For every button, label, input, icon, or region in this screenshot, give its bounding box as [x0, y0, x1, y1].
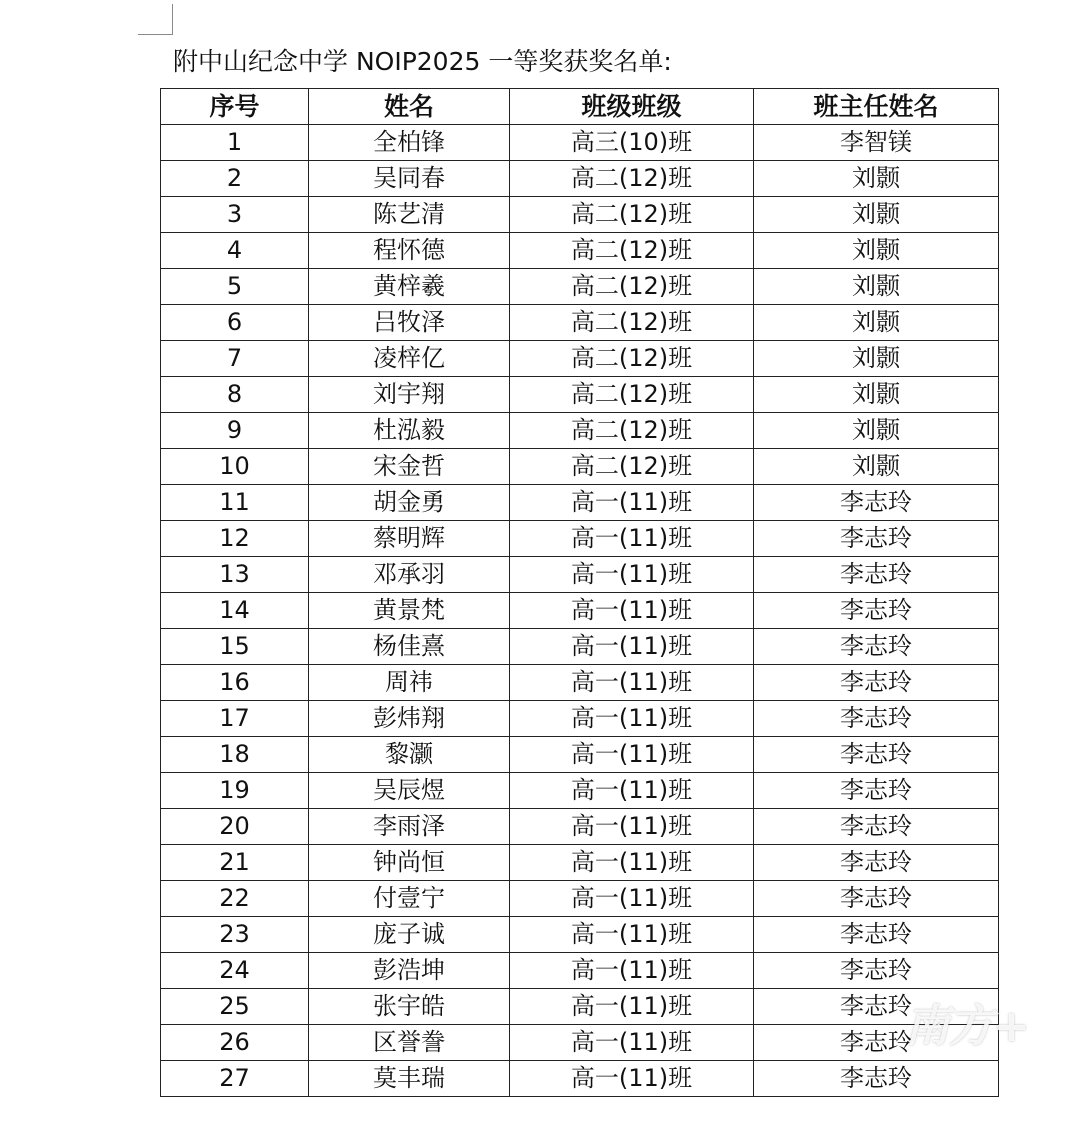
cell-number: 10	[161, 449, 309, 485]
cell-number: 4	[161, 233, 309, 269]
cell-teacher: 李志玲	[754, 701, 999, 737]
cell-number: 25	[161, 989, 309, 1025]
document-title: 附中山纪念中学 NOIP2025 一等奖获奖名单:	[173, 47, 672, 76]
cell-number: 17	[161, 701, 309, 737]
cell-class: 高一(11)班	[510, 1025, 754, 1061]
cell-teacher: 李志玲	[754, 989, 999, 1025]
table-row	[161, 125, 999, 161]
cell-name: 吴同春	[309, 161, 510, 197]
cell-name: 程怀德	[309, 233, 510, 269]
cell-name: 蔡明辉	[309, 521, 510, 557]
cell-name: 彭浩坤	[309, 953, 510, 989]
header-number: 序号	[161, 89, 309, 125]
cell-class: 高二(12)班	[510, 233, 754, 269]
cell-name: 杜泓毅	[309, 413, 510, 449]
cell-name: 黄景梵	[309, 593, 510, 629]
cell-teacher: 李志玲	[754, 773, 999, 809]
cell-name: 凌梓亿	[309, 341, 510, 377]
cell-class: 高一(11)班	[510, 521, 754, 557]
cell-class: 高二(12)班	[510, 449, 754, 485]
table-row	[161, 773, 999, 809]
table-row	[161, 233, 999, 269]
cell-number: 1	[161, 125, 309, 161]
cell-teacher: 李志玲	[754, 809, 999, 845]
table-row	[161, 845, 999, 881]
cell-number: 15	[161, 629, 309, 665]
cell-number: 23	[161, 917, 309, 953]
cell-number: 14	[161, 593, 309, 629]
table-row	[161, 953, 999, 989]
cell-teacher: 刘颢	[754, 269, 999, 305]
table-row	[161, 989, 999, 1025]
cell-teacher: 李志玲	[754, 881, 999, 917]
table-row	[161, 809, 999, 845]
cell-number: 22	[161, 881, 309, 917]
table-row	[161, 665, 999, 701]
cell-name: 付壹宁	[309, 881, 510, 917]
table-row	[161, 269, 999, 305]
cell-name: 张宇皓	[309, 989, 510, 1025]
cell-class: 高一(11)班	[510, 593, 754, 629]
cell-teacher: 李志玲	[754, 917, 999, 953]
cell-name: 黄梓羲	[309, 269, 510, 305]
cell-teacher: 刘颢	[754, 341, 999, 377]
cell-class: 高二(12)班	[510, 269, 754, 305]
cell-class: 高一(11)班	[510, 1061, 754, 1097]
table-row	[161, 377, 999, 413]
table-row	[161, 197, 999, 233]
cell-name: 周祎	[309, 665, 510, 701]
cell-class: 高一(11)班	[510, 701, 754, 737]
cell-number: 5	[161, 269, 309, 305]
cell-class: 高一(11)班	[510, 953, 754, 989]
cell-number: 19	[161, 773, 309, 809]
cell-teacher: 刘颢	[754, 233, 999, 269]
watermark-logo: 南方+	[905, 1001, 1030, 1052]
header-name: 姓名	[309, 89, 510, 125]
table-row	[161, 881, 999, 917]
cell-class: 高二(12)班	[510, 161, 754, 197]
cell-teacher: 李志玲	[754, 521, 999, 557]
cell-class: 高二(12)班	[510, 413, 754, 449]
cell-teacher: 刘颢	[754, 197, 999, 233]
cell-teacher: 刘颢	[754, 449, 999, 485]
table-row	[161, 1061, 999, 1097]
table-row	[161, 593, 999, 629]
cell-name: 庞子诚	[309, 917, 510, 953]
cell-name: 宋金哲	[309, 449, 510, 485]
cell-number: 11	[161, 485, 309, 521]
cell-class: 高二(12)班	[510, 305, 754, 341]
cell-name: 黎灏	[309, 737, 510, 773]
cell-teacher: 刘颢	[754, 161, 999, 197]
cell-number: 26	[161, 1025, 309, 1061]
cell-teacher: 李志玲	[754, 557, 999, 593]
cell-number: 27	[161, 1061, 309, 1097]
cell-name: 刘宇翔	[309, 377, 510, 413]
table-row	[161, 629, 999, 665]
cell-teacher: 李志玲	[754, 485, 999, 521]
table-row	[161, 917, 999, 953]
cell-number: 13	[161, 557, 309, 593]
cell-number: 20	[161, 809, 309, 845]
cell-class: 高一(11)班	[510, 989, 754, 1025]
cell-number: 16	[161, 665, 309, 701]
cell-name: 吕牧泽	[309, 305, 510, 341]
cell-class: 高二(12)班	[510, 341, 754, 377]
table-row	[161, 305, 999, 341]
cell-number: 8	[161, 377, 309, 413]
cell-class: 高一(11)班	[510, 773, 754, 809]
table-row	[161, 701, 999, 737]
cell-name: 杨佳熹	[309, 629, 510, 665]
cell-name: 胡金勇	[309, 485, 510, 521]
table-row	[161, 521, 999, 557]
cell-class: 高一(11)班	[510, 629, 754, 665]
cell-teacher: 李志玲	[754, 1061, 999, 1097]
cell-number: 7	[161, 341, 309, 377]
cell-teacher: 刘颢	[754, 377, 999, 413]
cell-name: 彭炜翔	[309, 701, 510, 737]
table-row	[161, 1025, 999, 1061]
header-teacher: 班主任姓名	[754, 89, 999, 125]
cell-teacher: 李智镁	[754, 125, 999, 161]
cell-teacher: 李志玲	[754, 1025, 999, 1061]
cell-teacher: 李志玲	[754, 629, 999, 665]
cell-teacher: 李志玲	[754, 953, 999, 989]
cell-name: 钟尚恒	[309, 845, 510, 881]
cell-name: 李雨泽	[309, 809, 510, 845]
cell-number: 6	[161, 305, 309, 341]
cell-number: 18	[161, 737, 309, 773]
cell-teacher: 刘颢	[754, 305, 999, 341]
cell-class: 高一(11)班	[510, 881, 754, 917]
cell-number: 12	[161, 521, 309, 557]
table-row	[161, 449, 999, 485]
cell-name: 区誉誊	[309, 1025, 510, 1061]
table-row	[161, 161, 999, 197]
cell-teacher: 李志玲	[754, 845, 999, 881]
cell-class: 高一(11)班	[510, 737, 754, 773]
cell-teacher: 李志玲	[754, 737, 999, 773]
table-row	[161, 413, 999, 449]
cell-name: 全柏锋	[309, 125, 510, 161]
cell-teacher: 李志玲	[754, 665, 999, 701]
cell-teacher: 李志玲	[754, 593, 999, 629]
cell-number: 3	[161, 197, 309, 233]
cell-class: 高一(11)班	[510, 845, 754, 881]
cell-class: 高二(12)班	[510, 197, 754, 233]
cell-class: 高一(11)班	[510, 557, 754, 593]
cell-number: 21	[161, 845, 309, 881]
table-row	[161, 557, 999, 593]
table-body	[161, 125, 999, 1097]
table-row	[161, 737, 999, 773]
cell-number: 24	[161, 953, 309, 989]
cell-name: 邓承羽	[309, 557, 510, 593]
cell-name: 吴辰煜	[309, 773, 510, 809]
cell-class: 高一(11)班	[510, 809, 754, 845]
cell-number: 9	[161, 413, 309, 449]
cell-class: 高一(11)班	[510, 917, 754, 953]
header-class: 班级班级	[510, 89, 754, 125]
cell-class: 高一(11)班	[510, 665, 754, 701]
table-header-row	[161, 89, 999, 125]
cell-name: 陈艺清	[309, 197, 510, 233]
cell-number: 2	[161, 161, 309, 197]
table-row	[161, 341, 999, 377]
cell-class: 高一(11)班	[510, 485, 754, 521]
cell-name: 莫丰瑞	[309, 1061, 510, 1097]
cell-class: 高三(10)班	[510, 125, 754, 161]
page-corner-mark	[138, 4, 173, 35]
cell-teacher: 刘颢	[754, 413, 999, 449]
award-table	[160, 88, 999, 1097]
cell-class: 高二(12)班	[510, 377, 754, 413]
table-row	[161, 485, 999, 521]
